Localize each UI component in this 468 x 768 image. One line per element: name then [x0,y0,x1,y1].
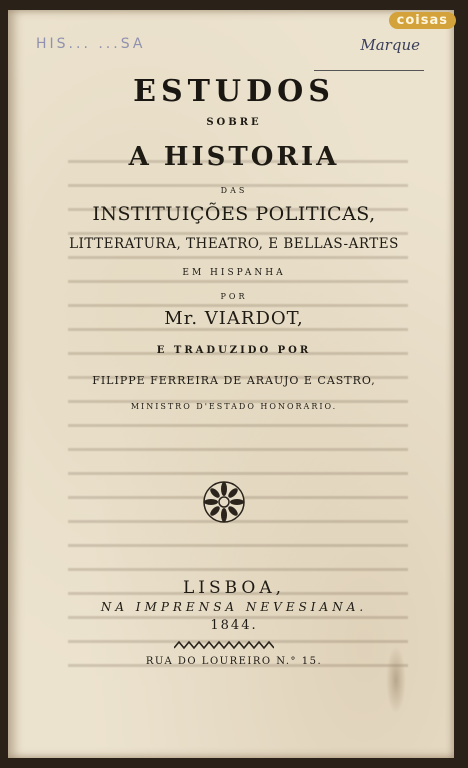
imprint-address: RUA DO LOUREIRO N.° 15. [145,656,323,667]
title-litteratura: LITTERATURA, THEATRO, E BELLAS-ARTES [69,236,399,252]
subtitle-sobre: SOBRE [206,117,262,128]
translator-name: FILIPPE FERREIRA DE ARAUJO E CASTRO, [92,374,376,387]
author-name: Mr. VIARDOT, [164,308,304,329]
rosette-ornament-icon [202,480,246,524]
imprint-city: LISBOA, [182,578,286,598]
paper-stain [386,646,406,714]
text-traduzido-por: E TRADUZIDO POR [156,345,312,356]
library-stamp: HIS... ...SA [36,36,146,52]
text-das: DAS [220,186,248,195]
imprint-press: NA IMPRENSA NEVESIANA. [100,600,368,614]
text-por: POR [220,292,248,301]
watermark-logo: coisas [389,12,456,29]
owner-signature: Marque [360,36,420,54]
text-em-hispanha: EM HISPANHA [182,268,286,278]
title-estudos: ESTUDOS [133,74,335,109]
imprint-year: 1844. [210,618,258,633]
title-historia: A HISTORIA [128,142,340,172]
decorative-rule [174,640,274,650]
translator-title: MINISTRO D'ESTADO HONORARIO. [130,402,338,411]
title-instituicoes: INSTITUIÇÕES POLITICAS, [92,203,376,225]
signature-underline [314,70,424,71]
